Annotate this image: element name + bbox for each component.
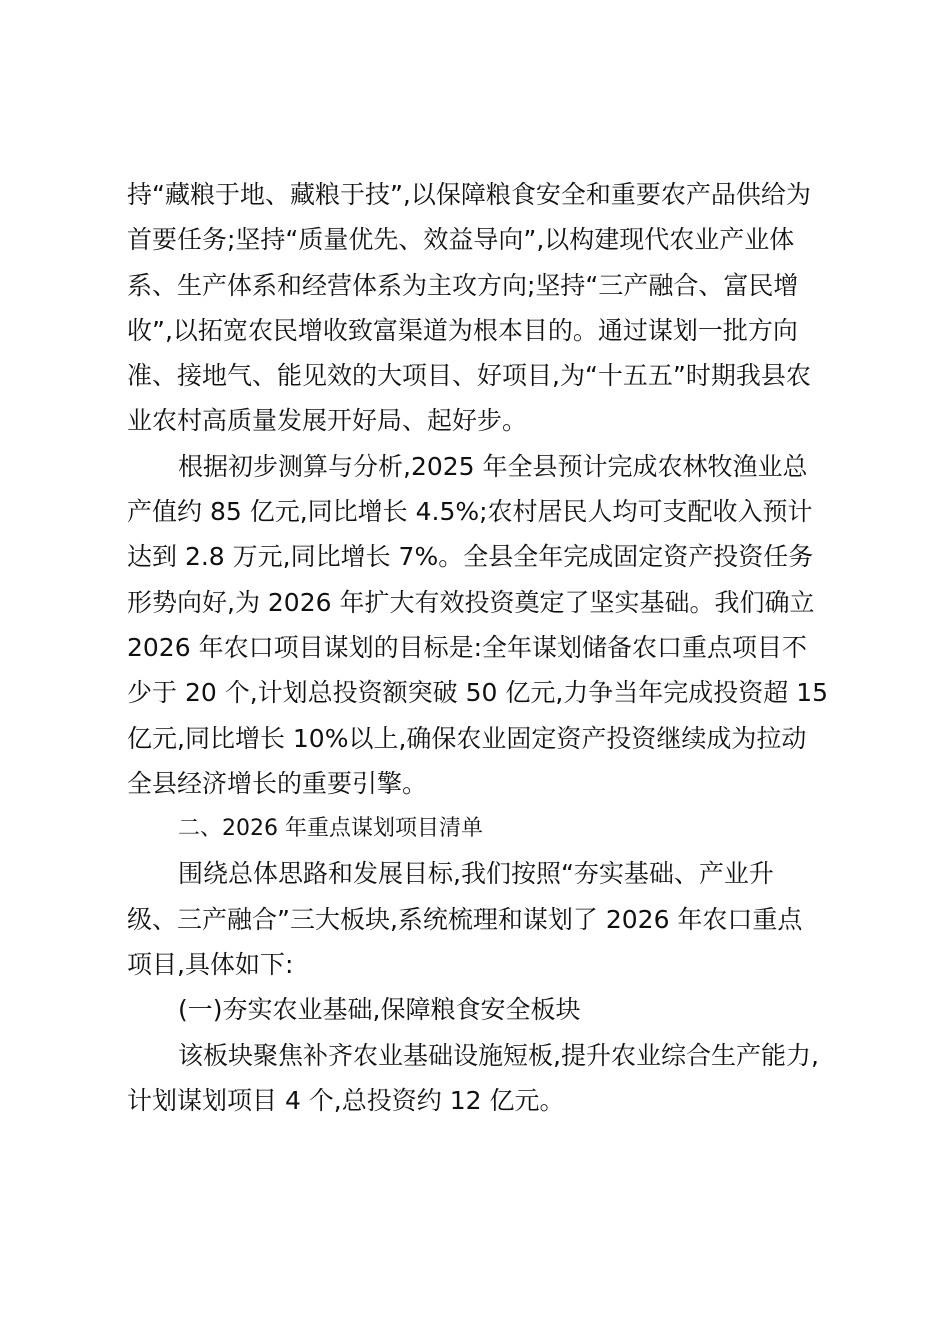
body-text [127,172,827,1123]
subsection-heading: (一)夯实农业基础,保障粮食安全板块 [178,995,581,1025]
paragraph-start-line: 该板块聚焦补齐农业基础设施短板,提升农业综合生产能力, [178,1040,819,1070]
text-line: 系、生产体系和经营体系为主攻方向;坚持“三产融合、富民增 [127,270,799,300]
paragraph-start-line: 根据初步测算与分析,2025 年全县预计完成农林牧渔业总 [178,451,808,481]
text-line: 收”,以拓宽农民增收致富渠道为根本目的。通过谋划一批方向 [127,315,798,345]
text-line: 亿元,同比增长 10%以上,确保农业固定资产投资继续成为拉动 [127,723,807,753]
paragraph-start-line: 围绕总体思路和发展目标,我们按照“夯实基础、产业升 [178,859,774,889]
text-line: 少于 20 个,计划总投资额突破 50 亿元,力争当年完成投资超 15 [127,678,829,708]
text-line: 计划谋划项目 4 个,总投资约 12 亿元。 [127,1085,565,1115]
text-line: 持“藏粮于地、藏粮于技”,以保障粮食安全和重要农产品供给为 [127,180,811,209]
text-line: 形势向好,为 2026 年扩大有效投资奠定了坚实基础。我们确立 [127,587,815,617]
text-line: 全县经济增长的重要引擎。 [127,768,428,798]
text-line: 产值约 85 亿元,同比增长 4.5%;农村居民人均可支配收入预计 [127,497,813,527]
text-line: 首要任务;坚持“质量优先、效益导向”,以构建现代农业产业体 [127,225,795,255]
text-line: 准、接地气、能见效的大项目、好项目,为“十五五”时期我县农 [127,361,811,391]
text-line: 业农村高质量发展开好局、起好步。 [127,406,528,436]
text-line: 项目,具体如下: [127,950,294,980]
text-line: 级、三产融合”三大板块,系统梳理和谋划了 2026 年农口重点 [127,904,803,934]
text-line: 2026 年农口项目谋划的目标是:全年谋划储备农口重点项目不 [127,632,807,662]
section-heading: 二、2026 年重点谋划项目清单 [178,816,483,842]
text-line: 达到 2.8 万元,同比增长 7%。全县全年完成固定资产投资任务 [127,542,814,572]
